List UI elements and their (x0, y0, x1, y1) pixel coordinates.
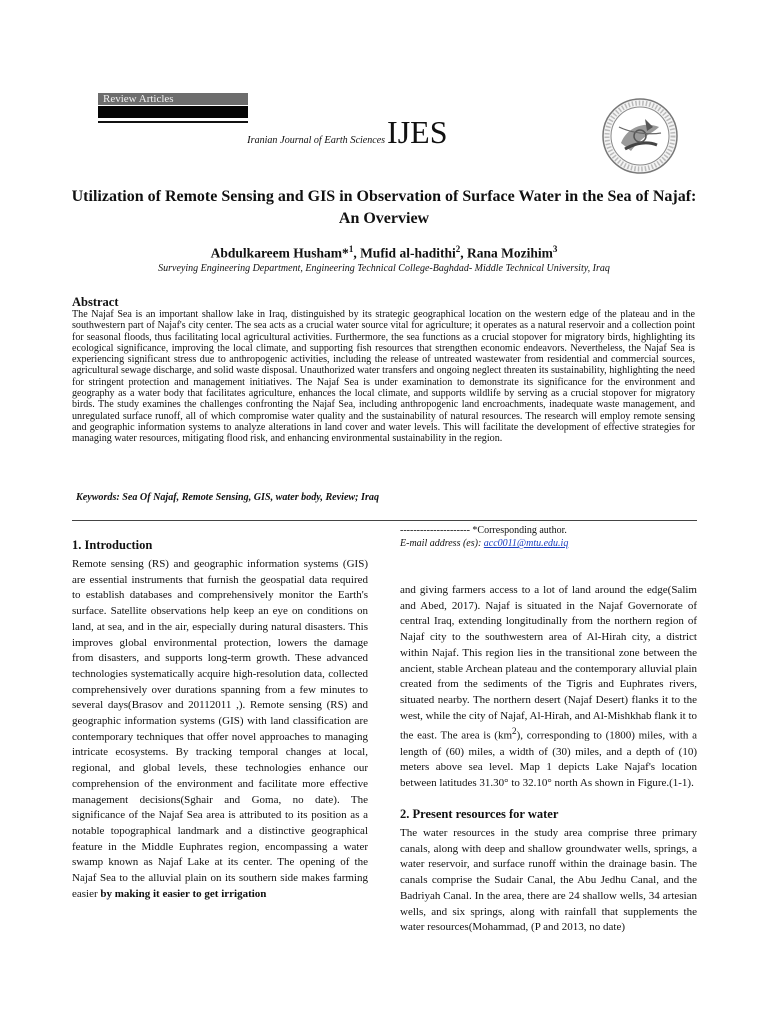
header-rule (98, 121, 248, 123)
journal-masthead (247, 114, 447, 150)
author-name: Rana Mozihim (466, 245, 553, 261)
water-resources-heading: 2. Present resources for water (400, 807, 559, 821)
keywords-line: Keywords: Sea Of Najaf, Remote Sensing, GIS, water body, Review; Iraq (76, 492, 379, 503)
introduction-heading: 1. Introduction (72, 538, 153, 552)
email-link[interactable]: acc0011@mtu.edu.iq (483, 538, 569, 549)
journal-abbreviation: IJES (387, 114, 448, 150)
journal-seal-logo (601, 97, 679, 175)
water-resources-text: The water resources in the study area comprise three primary canals, along with deep and shallow groundwater wells, springs, a water reservoir, and surface runoff within the drainage basin. The canals comprise the Sudair Canal, the Abu Jedhu Canal, and the Badriyah Canal. In the area, there are 24 shallow wells, 34 artesian wells, and six springs, along with rainfall that supplements the water resources(Mohammad, (P and 2013, no date) (400, 827, 697, 934)
abstract-text: The Najaf Sea is an important shallow lake in Iraq, distinguished by its strategic geographical location on the western edge of the plateau and in the southwestern part of Najaf's city center. The sea acts as a crucial water source vital for agriculture; it operates as a natural reservoir and a collection point for seasonal floods, thus facilitating local agricultural activities. Furthermore, the sea functions as a crucial stopover for migratory birds, highlighting its ecological significance, improving the local climate, and supporting fish resources that strengthen economic endeavors. Nevertheless, the Najaf Sea is experiencing significant stress due to anthropogenic activities, including the release of untreated wastewater from residential and commercial sources, agricultural sewage discharge, and solid waste disposal. Unauthorized water transfers and ongoing neglect threaten its sustainability, highlighting the need for stringent protection and management initiatives. The Najaf Sea is under examination to demonstrate its significance for the environment and geography as a water body that facilitates agriculture, enhances the local climate, and supports wildlife by serving as a crucial stopover for migratory birds. The study examines the challenges confronting the Najaf Sea, including anthropogenic land encroachments, inadequate waste management, and unregulated surface runoff, all of which compromise water quality and the sustainability of natural resources. The research will employ remote sensing and geographic information systems to analyze alterations in land cover and water levels. This will facilitate the development of effective strategies for managing water resources, mitigating flood risk, and enhancing environmental sustainability in the region. (72, 309, 695, 445)
left-column (72, 538, 368, 902)
introduction-bold-tail: by making it easier to get irrigation (100, 887, 267, 900)
article-title: Utilization of Remote Sensing and GIS in Observation of Surface Water in the Sea of Najaf: An Overview (71, 188, 697, 227)
journal-header (0, 0, 768, 160)
author-affiliation: Surveying Engineering Department, Engineering Technical College-Baghdad- Middle Technical University, Iraq (158, 263, 610, 274)
email-label: E-mail address (es): (400, 538, 484, 549)
author-list: Abdulkareem Husham*$^1$, Mufid al-hadithi$^2$, Rana Mozihim$^3$ (210, 244, 558, 261)
author-affiliation-mark: 3 (552, 244, 558, 254)
author-name: Mufid al-hadithi (360, 245, 456, 261)
header-bar (98, 106, 248, 118)
right-column (400, 524, 698, 934)
article-type-tag: Review Articles (98, 93, 248, 105)
author-name: Abdulkareem Husham* (210, 245, 349, 261)
author-affiliation-mark: 2 (455, 244, 461, 254)
corresponding-author-note: --------------------- *Corresponding author. E-mail address (es): acc0011@mtu.edu.iq (400, 525, 569, 549)
author-affiliation-mark: 1 (348, 244, 354, 254)
study-area-text: and giving farmers access to a lot of land around the edge(Salim and Abed, 2017). Najaf is situated in the Najaf Governorate of central Iraq, extending longitudinally from the northern region of Najaf city to the southwestern area of Al-Hirah city, a district within Najaf. This region lies in the transitional zone between the ancient, stable Archean plateau and the contemporary alluvial plain created from the sediments of the Tigris and Euphrates rivers, situated nearby. The northern desert (Najaf Desert) flanks it to the west, while the city of Najaf, Al-Hirah, and Al-Mishkhab flank it to the east. The area is $(km^2)$, corresponding to (1800) miles, with a length of (60) miles, a width of (30) miles, and a depth of (10) meters above sea level. Map 1 depicts Lake Najaf's location between latitudes 31.30° to 32.10° north As shown in Figure.(1-1). (400, 584, 698, 790)
section-2 (400, 807, 697, 936)
section-divider (72, 520, 697, 521)
journal-name: Iranian Journal of Earth Sciences (247, 134, 386, 146)
introduction-text: Remote sensing (RS) and geographic information systems (GIS) are essential instruments that furnish the geospatial data required to establish databases and comprehensively monitor the Earth's surface. Satellite observations help keep an eye on conditions on land, at sea, and in the air, especially during natural disasters. This improves global environmental protection, lowers the damage from disasters, and supports long-term growth. These advanced technologies systematically acquire high-resolution data, collected comprehensively over durations spanning from a few minutes to several days(Brasov and 20112011 ,). Remote sensing (RS) and geographic information systems (GIS) with land classification are contemporary techniques that offer novel approaches to managing intricate ecosystems. By tracking temporal changes at local, regional, and global levels, these technologies enhance our comprehension of the environment and facilitate more effective management decisions(Sghair and Goma, no date). The significance of the Najaf Sea area is attributed to its position as a notable topographical landmark and a distinctive geographical feature in the Middle Euphrates region, encompassing a water swamp known as Najaf Lake at its center. The opening of the Najaf Sea to the alluvial plain on its southern side makes farming easier by making it easier to get irrigation (72, 558, 368, 900)
abstract-heading: Abstract (72, 295, 119, 309)
